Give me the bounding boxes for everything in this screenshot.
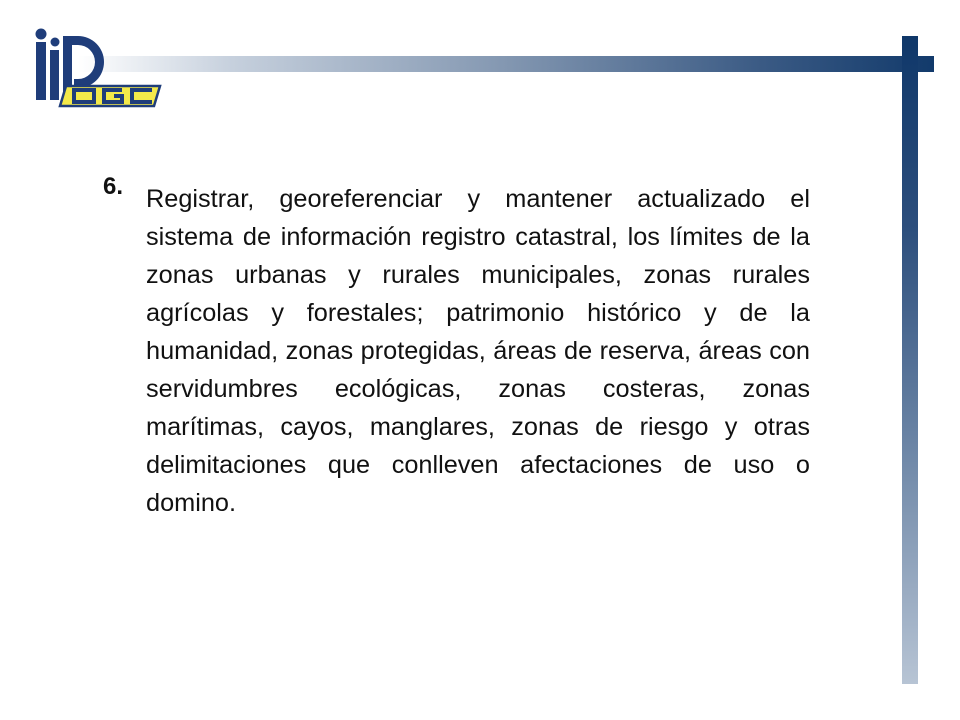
iid-ogc-logo-icon xyxy=(24,22,164,110)
right-accent-bar xyxy=(902,36,918,684)
item-text: Registrar, georeferenciar y mantener actualizado el sistema de información registro catastral, los límites de la zonas urbanas y rurales municipales, zonas rurales agrícolas y forestales; patrimonio histórico y de la humanidad, zonas protegidas, áreas de reserva, áreas con servidumbres ecológicas, zonas costeras, zonas marítimas, cayos, manglares, zonas de riesgo y otras delimitaciones que conlleven afectaciones de uso o domino. xyxy=(146,185,810,517)
logo-text: OGC xyxy=(24,22,27,23)
item-number: 6. xyxy=(103,173,124,200)
top-accent-bar xyxy=(78,56,934,72)
